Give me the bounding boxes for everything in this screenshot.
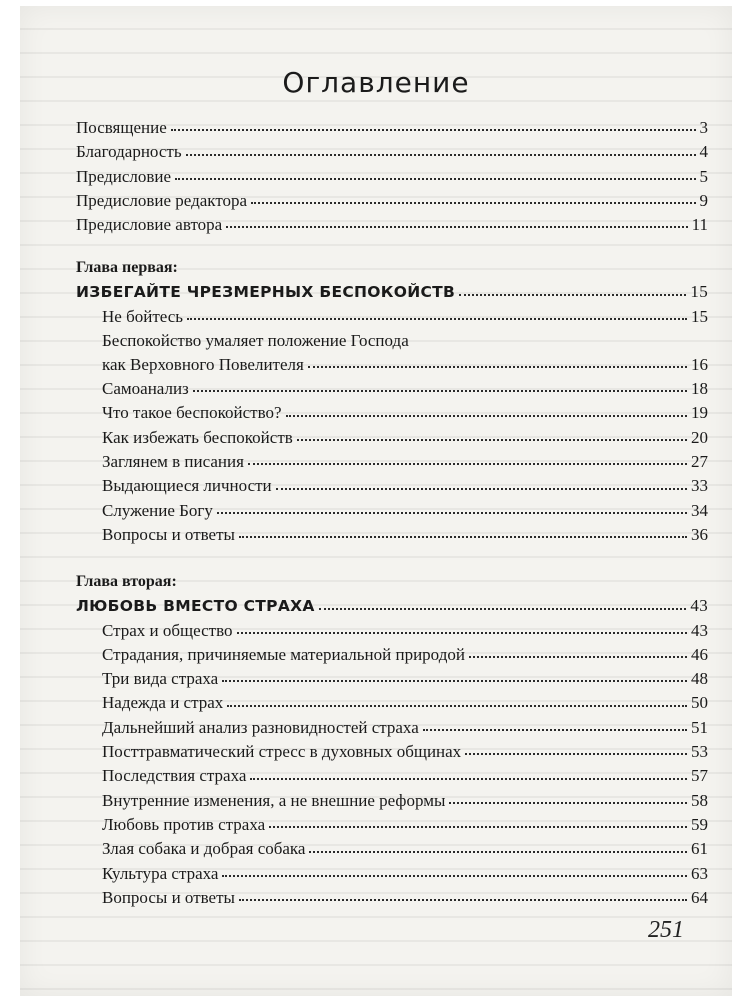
- dot-leader: [469, 655, 687, 658]
- page-number: 251: [648, 917, 684, 943]
- dot-leader: [222, 874, 687, 877]
- toc-entry: Что такое беспокойство? 19: [102, 403, 708, 423]
- book-page: [20, 6, 732, 996]
- dot-leader: [186, 153, 696, 156]
- dot-leader: [193, 389, 687, 392]
- toc-entry: Посвящение 3: [76, 118, 708, 137]
- toc-entry: Благодарность 4: [76, 142, 708, 162]
- toc-entry: Как избежать беспокойств 20: [102, 427, 708, 447]
- dot-leader: [239, 898, 687, 901]
- toc-entry: Предисловие 5: [76, 166, 708, 186]
- dot-leader: [309, 850, 687, 853]
- dot-leader: [171, 128, 696, 131]
- toc-entry-line1: Беспокойство умаляет положение Господа: [102, 331, 409, 351]
- page-title: Оглавление: [282, 66, 470, 99]
- table-of-contents: [76, 116, 708, 910]
- toc-entry: Вопросы и ответы 64: [102, 887, 708, 907]
- toc-entry: Самоанализ 18: [102, 379, 708, 399]
- dot-leader: [465, 752, 687, 755]
- dot-leader: [319, 607, 687, 610]
- dot-leader: [222, 679, 687, 682]
- toc-entry: Страх и общество 43: [102, 620, 708, 640]
- dot-leader: [217, 511, 687, 514]
- toc-entry: Предисловие автора 11: [76, 215, 708, 235]
- toc-entry: Дальнейший анализ разновидностей страха 51: [102, 717, 708, 737]
- toc-entry: Злая собака и добрая собака 61: [102, 839, 708, 859]
- toc-entry: Последствия страха 57: [102, 766, 708, 786]
- toc-entry: Три вида страха 48: [102, 669, 708, 689]
- dot-leader: [286, 414, 687, 417]
- dot-leader: [227, 704, 687, 707]
- dot-leader: [459, 293, 686, 296]
- dot-leader: [187, 317, 687, 320]
- chapter-title: ЛЮБОВЬ ВМЕСТО СТРАХА 43: [76, 596, 708, 616]
- toc-entry: Страдания, причиняемые материальной природой 46: [102, 644, 708, 664]
- toc-entry: Надежда и страх 50: [102, 693, 708, 713]
- toc-entry: Не бойтесь 15: [102, 306, 708, 326]
- dot-leader: [175, 177, 695, 180]
- toc-entry: Внутренние изменения, а не внешние реформы 58: [102, 790, 708, 810]
- dot-leader: [423, 728, 687, 731]
- dot-leader: [251, 201, 695, 204]
- toc-entry: Любовь против страха 59: [102, 814, 708, 834]
- toc-entry: Предисловие редактора 9: [76, 190, 708, 210]
- toc-entry: Культура страха 63: [102, 863, 708, 883]
- dot-leader: [297, 438, 687, 441]
- dot-leader: [250, 777, 687, 780]
- toc-entry: Посттравматический стресс в духовных общинах 53: [102, 742, 708, 762]
- toc-entry: Вопросы и ответы 36: [102, 524, 708, 544]
- dot-leader: [276, 487, 687, 490]
- toc-entry: Заглянем в писания 27: [102, 452, 708, 472]
- dot-leader: [449, 801, 687, 804]
- chapter-heading: Глава вторая:: [76, 573, 177, 591]
- toc-entry: Служение Богу 34: [102, 500, 708, 520]
- toc-entry-line2: как Верховного Повелителя 16: [102, 354, 708, 374]
- dot-leader: [248, 462, 687, 465]
- chapter-heading: Глава первая:: [76, 259, 178, 277]
- toc-entry: Выдающиеся личности 33: [102, 476, 708, 496]
- dot-leader: [269, 825, 687, 828]
- dot-leader: [226, 225, 687, 228]
- dot-leader: [239, 535, 687, 538]
- dot-leader: [308, 365, 687, 368]
- dot-leader: [237, 631, 688, 634]
- chapter-title: ИЗБЕГАЙТЕ ЧРЕЗМЕРНЫХ БЕСПОКОЙСТВ 15: [76, 282, 708, 302]
